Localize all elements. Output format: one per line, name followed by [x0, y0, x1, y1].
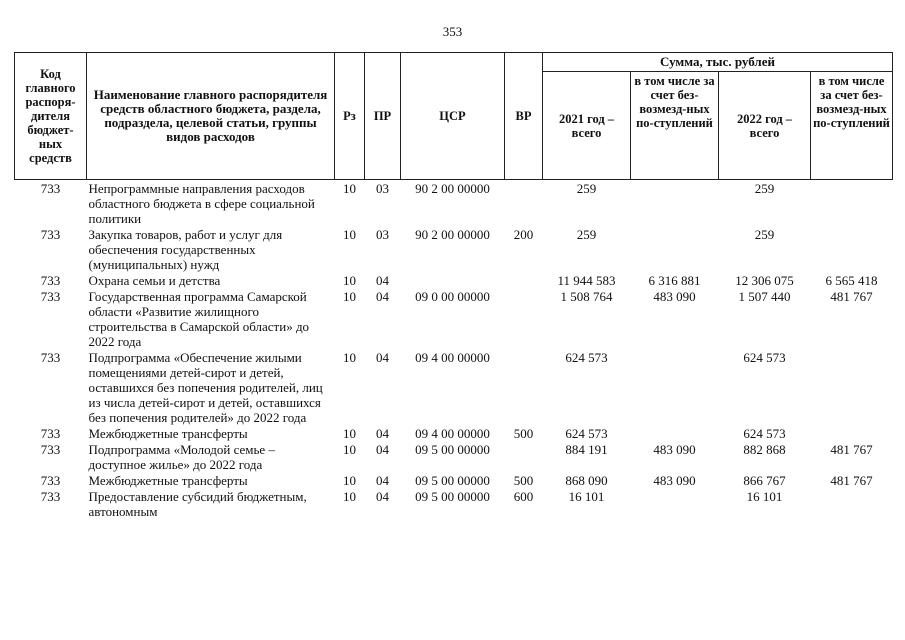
cell-csr: [401, 272, 505, 288]
cell-rz: 10: [343, 227, 356, 242]
cell-rz: 10: [343, 289, 356, 304]
cell-2022-total: 16 101: [746, 489, 783, 504]
header-name: Наименование главного распорядителя средств областного бюджета, раздела, подраздела, целевой статьи, группы видов расходов: [87, 53, 335, 180]
cell-2022-total: 624 573: [743, 350, 786, 365]
header-csr: ЦСР: [401, 53, 505, 180]
cell-2021-total: 11 944 583: [557, 273, 616, 288]
cell-2022-total: 1 507 440: [738, 289, 791, 304]
cell-csr: 09 5 00 00000: [415, 489, 490, 504]
header-code: Код главного распоря-дителя бюджет-ных средств: [15, 53, 87, 180]
budget-table: [14, 52, 893, 519]
cell-vr: [505, 349, 543, 425]
cell-csr: 90 2 00 00000: [415, 181, 490, 196]
cell-rz: 10: [343, 489, 356, 504]
table-body: [15, 180, 893, 520]
cell-name: Предоставление субсидий бюджетным, автономным: [88, 489, 307, 519]
cell-code: 733: [40, 289, 61, 304]
cell-2021-free: 483 090: [653, 473, 696, 488]
cell-code: 733: [40, 273, 61, 288]
table-row: [15, 288, 893, 349]
header-2022-total: 2022 год – всего: [719, 72, 811, 180]
cell-vr: [505, 441, 543, 472]
header-rz: Рз: [335, 53, 365, 180]
cell-csr: 09 0 00 00000: [415, 289, 490, 304]
cell-2022-total: 259: [754, 181, 775, 196]
cell-2022-free: 481 767: [830, 473, 873, 488]
cell-csr: 90 2 00 00000: [415, 227, 490, 242]
cell-2021-total: 624 573: [565, 350, 608, 365]
cell-code: 733: [40, 227, 61, 242]
cell-csr: 09 4 00 00000: [415, 426, 490, 441]
cell-2021-total: 1 508 764: [560, 289, 613, 304]
cell-rz: 10: [343, 181, 356, 196]
header-2022-free: в том числе за счет без-возмезд-ных по-ступлений: [811, 72, 893, 180]
cell-csr: 09 4 00 00000: [415, 350, 490, 365]
cell-name: Закупка товаров, работ и услуг для обеспечения государственных (муниципальных) нужд: [88, 227, 283, 272]
cell-2022-total: 866 767: [743, 473, 786, 488]
cell-2021-total: 884 191: [565, 442, 608, 457]
cell-vr: 500: [513, 426, 534, 441]
cell-rz: 10: [343, 442, 356, 457]
cell-vr: 600: [513, 489, 534, 504]
cell-name: Подпрограмма «Обеспечение жилыми помещениями детей-сирот и детей, оставшихся без попечения родителей, лиц из числа детей-сирот и детей, оставшихся без попечения родителей» до 2022 года: [88, 350, 323, 425]
cell-name: Подпрограмма «Молодой семье – доступное жилье» до 2022 года: [88, 442, 275, 472]
cell-2022-free: [811, 425, 893, 441]
cell-2021-total: 624 573: [565, 426, 608, 441]
cell-2022-free: [811, 180, 893, 227]
cell-2022-free: [811, 349, 893, 425]
cell-2021-free: [631, 425, 719, 441]
cell-name: Непрограммные направления расходов областного бюджета в сфере социальной политики: [88, 181, 315, 226]
cell-rz: 10: [343, 350, 356, 365]
header-vr: ВР: [505, 53, 543, 180]
cell-code: 733: [40, 426, 61, 441]
header-2021-total: 2021 год – всего: [543, 72, 631, 180]
cell-2021-free: [631, 488, 719, 519]
cell-rz: 10: [343, 426, 356, 441]
cell-pr: 03: [376, 181, 389, 196]
header-pr: ПР: [365, 53, 401, 180]
header-sum: Сумма, тыс. рублей: [543, 53, 893, 72]
cell-2021-free: [631, 349, 719, 425]
table-row: [15, 180, 893, 227]
cell-2021-total: 259: [576, 227, 597, 242]
cell-rz: 10: [343, 473, 356, 488]
cell-code: 733: [40, 473, 61, 488]
cell-pr: 04: [376, 442, 389, 457]
cell-2021-total: 16 101: [568, 489, 605, 504]
cell-code: 733: [40, 181, 61, 196]
table-row: [15, 425, 893, 441]
cell-vr: [505, 272, 543, 288]
cell-2021-free: 483 090: [653, 289, 696, 304]
cell-2021-free: [631, 226, 719, 272]
cell-2022-total: 624 573: [743, 426, 786, 441]
cell-pr: 04: [376, 426, 389, 441]
table-row: [15, 349, 893, 425]
cell-csr: 09 5 00 00000: [415, 473, 490, 488]
page-number: 353: [442, 24, 463, 39]
cell-rz: 10: [343, 273, 356, 288]
cell-2022-free: [811, 488, 893, 519]
cell-name: Межбюджетные трансферты: [88, 426, 248, 441]
cell-2021-free: 6 316 881: [648, 273, 701, 288]
table-row: [15, 472, 893, 488]
cell-2021-total: 259: [576, 181, 597, 196]
cell-2021-free: 483 090: [653, 442, 696, 457]
header-2021-free: в том числе за счет без-возмезд-ных по-ступлений: [631, 72, 719, 180]
cell-name: Охрана семьи и детства: [88, 273, 221, 288]
cell-pr: 04: [376, 289, 389, 304]
cell-code: 733: [40, 350, 61, 365]
cell-pr: 04: [376, 489, 389, 504]
cell-2021-free: [631, 180, 719, 227]
cell-vr: [505, 180, 543, 227]
cell-vr: [505, 288, 543, 349]
cell-2022-free: [811, 226, 893, 272]
table-row: [15, 226, 893, 272]
cell-vr: 500: [513, 473, 534, 488]
cell-pr: 04: [376, 473, 389, 488]
cell-2022-total: 882 868: [743, 442, 786, 457]
cell-name: Межбюджетные трансферты: [88, 473, 248, 488]
cell-2022-total: 259: [754, 227, 775, 242]
table-header: [15, 53, 893, 180]
cell-vr: 200: [513, 227, 534, 242]
cell-csr: 09 5 00 00000: [415, 442, 490, 457]
cell-code: 733: [40, 442, 61, 457]
cell-pr: 03: [376, 227, 389, 242]
cell-2022-free: 6 565 418: [825, 273, 878, 288]
cell-name: Государственная программа Самарской области «Развитие жилищного строительства в Самарской области» до 2022 года: [88, 289, 310, 349]
table-row: [15, 272, 893, 288]
cell-pr: 04: [376, 350, 389, 365]
cell-2021-total: 868 090: [565, 473, 608, 488]
cell-2022-free: 481 767: [830, 289, 873, 304]
cell-2022-total: 12 306 075: [735, 273, 794, 288]
table-row: [15, 441, 893, 472]
cell-code: 733: [40, 489, 61, 504]
cell-2022-free: 481 767: [830, 442, 873, 457]
cell-pr: 04: [376, 273, 389, 288]
table-row: [15, 488, 893, 519]
